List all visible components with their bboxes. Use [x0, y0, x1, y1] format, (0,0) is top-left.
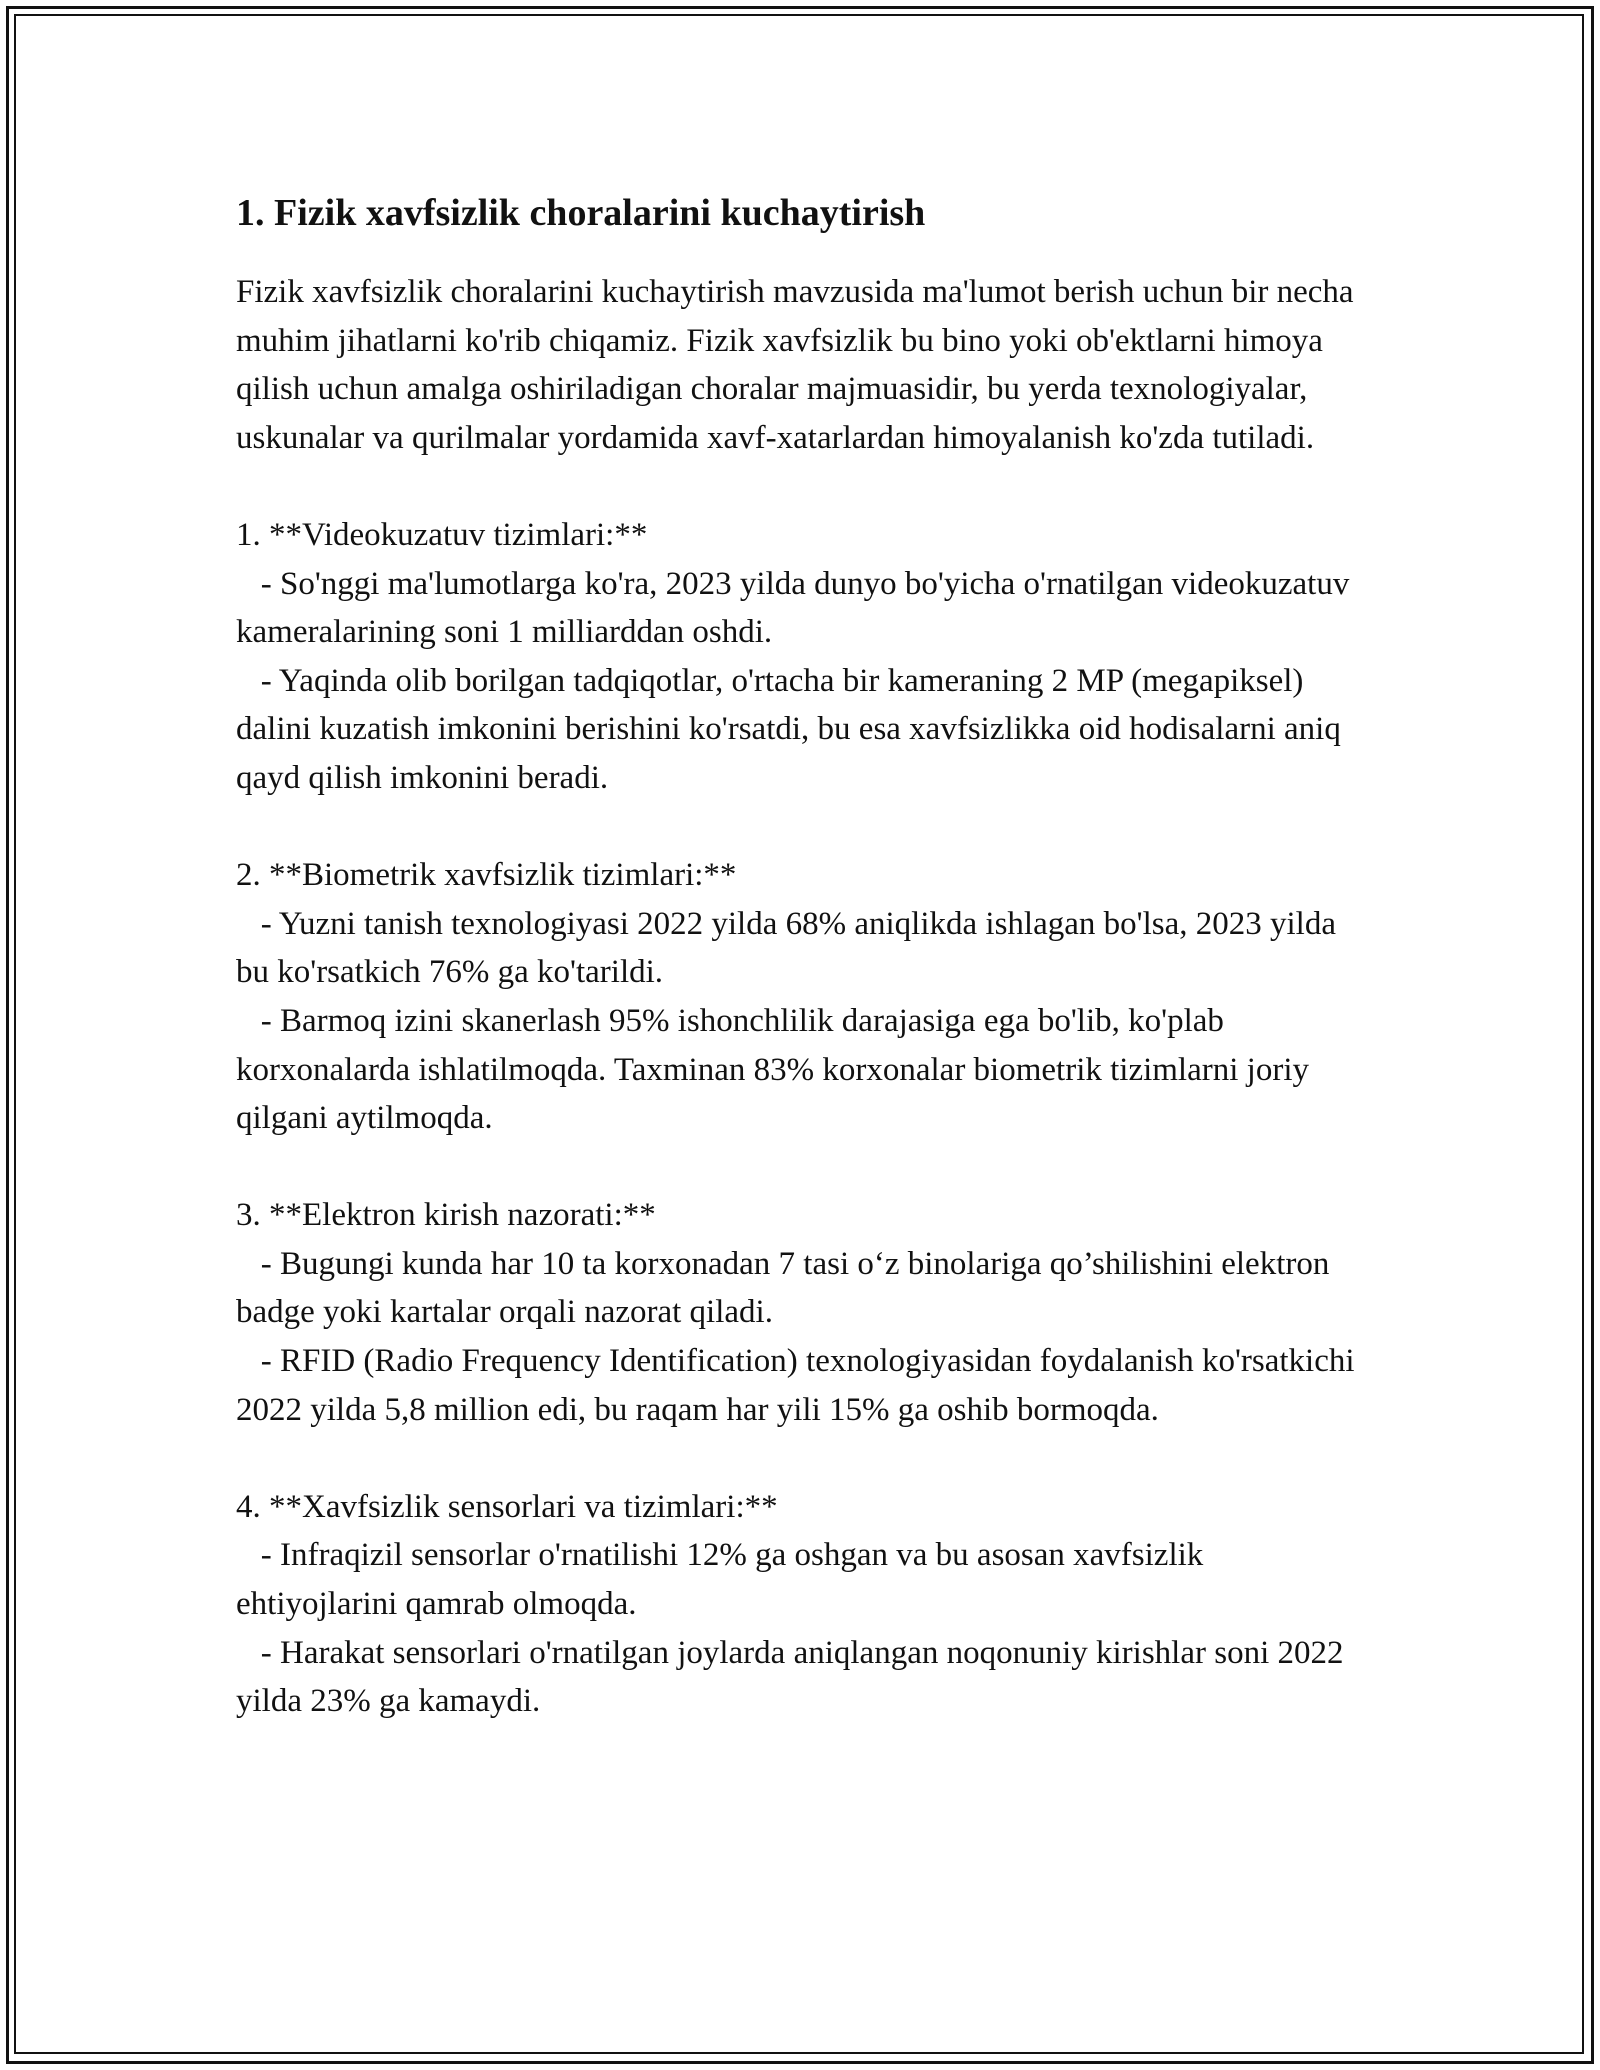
section-videokuzatuv	[236, 511, 1366, 803]
section-heading: 1. **Videokuzatuv tizimlari:**	[236, 516, 648, 553]
section-biometrik	[236, 851, 1366, 1143]
bullet-item: - Harakat sensorlari o'rnatilgan joylarda aniqlangan noqonuniy kirishlar soni 2022 yilda 23% ga kamaydi.	[236, 1634, 1352, 1720]
section-heading: 4. **Xavfsizlik sensorlari va tizimlari:**	[236, 1488, 778, 1525]
section-elektron-kirish	[236, 1191, 1366, 1434]
section-sensorlar	[236, 1483, 1366, 1726]
spacer	[236, 1143, 1366, 1192]
bullet-item: - Barmoq izini skanerlash 95% ishonchlilik darajasiga ega bo'lib, ko'plab korxonalarda ishlatilmoqda. Taxminan 83% korxonalar biometrik tizimlarni joriy qilgani aytilmoqda.	[236, 1002, 1318, 1137]
spacer	[236, 1434, 1366, 1483]
bullet-item: - Infraqizil sensorlar o'rnatilishi 12% ga oshgan va bu asosan xavfsizlik ehtiyojlarini qamrab olmoqda.	[236, 1537, 1212, 1623]
bullet-item: - Yuzni tanish texnologiyasi 2022 yilda 68% aniqlikda ishlagan bo'lsa, 2023 yilda bu ko'rsatkich 76% ga ko'tarildi.	[236, 905, 1345, 991]
bullet-item: - So'nggi ma'lumotlarga ko'ra, 2023 yilda dunyo bo'yicha o'rnatilgan videokuzatuv kameralarining soni 1 milliarddan oshdi.	[236, 565, 1358, 651]
document-title: 1. Fizik xavfsizlik choralarini kuchaytirish	[236, 192, 926, 234]
bullet-item: - RFID (Radio Frequency Identification) texnologiyasidan foydalanish ko'rsatkichi 2022 yilda 5,8 million edi, bu raqam har yili 15% ga oshib bormoqda.	[236, 1343, 1363, 1428]
section-heading: 3. **Elektron kirish nazorati:**	[236, 1197, 656, 1234]
section-heading: 2. **Biometrik xavfsizlik tizimlari:**	[236, 857, 737, 894]
bullet-item: - Yaqinda olib borilgan tadqiqotlar, o'rtacha bir kameraning 2 MP (megapiksel) dalini kuzatish imkonini berishini ko'rsatdi, bu esa xavfsizlikka oid hodisalarni aniq qayd qilish imkonini beradi.	[236, 662, 1350, 796]
bullet-item: - Bugungi kunda har 10 ta korxonadan 7 tasi o‘z binolariga qo’shilishini elektron badge yoki kartalar orqali nazorat qiladi.	[236, 1245, 1338, 1331]
document-body	[236, 184, 1366, 1726]
spacer	[236, 803, 1366, 852]
spacer	[236, 462, 1366, 511]
intro-paragraph: Fizik xavfsizlik choralarini kuchaytirish mavzusida ma'lumot berish uchun bir necha muhim jihatlarni ko'rib chiqamiz. Fizik xavfsizlik bu bino yoki ob'ektlarni himoya qilish uchun amalga oshiriladigan choralar majmuasidir, bu yerda texnologiyalar, uskunalar va qurilmalar yordamida xavf-xatarlardan himoyalanish ko'zda tutiladi.	[236, 274, 1362, 456]
